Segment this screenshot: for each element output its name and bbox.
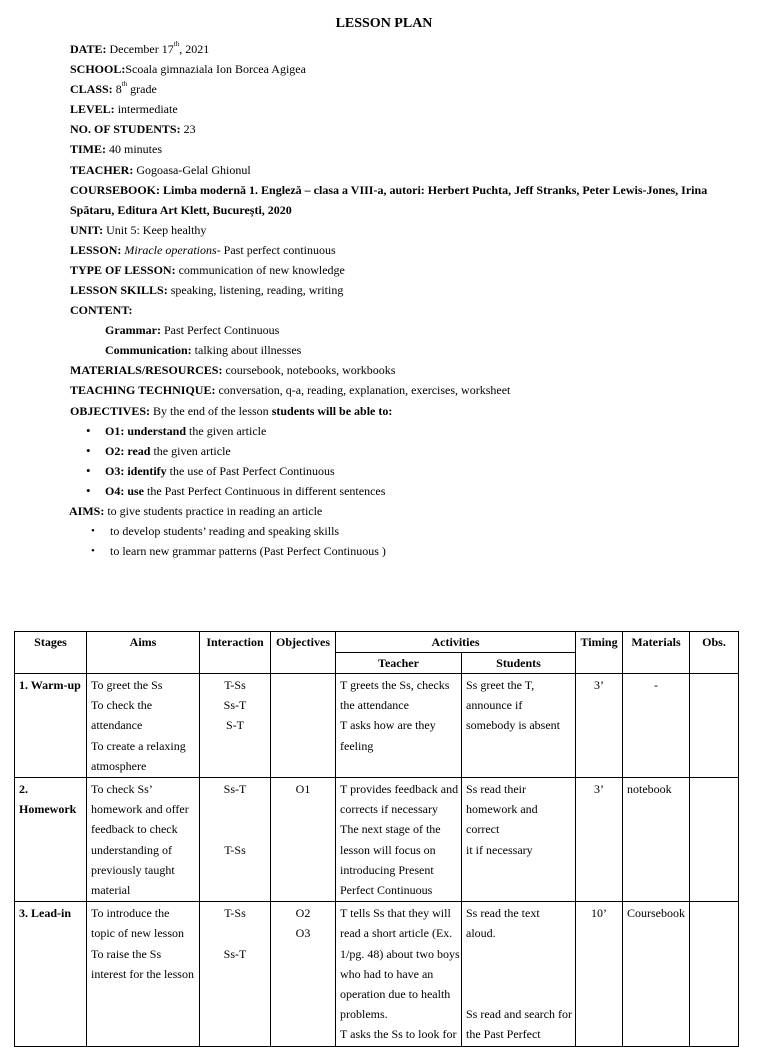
objectives-cell-line: O2 bbox=[295, 906, 311, 921]
objective-code: O1: understand bbox=[105, 423, 187, 438]
unit-label: UNIT: bbox=[70, 222, 104, 237]
level-line bbox=[70, 99, 730, 119]
header-aims: Aims bbox=[87, 632, 200, 674]
aims-cell-line: To greet the Ss bbox=[91, 678, 163, 692]
interaction-cell bbox=[200, 674, 271, 778]
stage-cell-line: Homework bbox=[19, 802, 77, 817]
aims-cell-line: feedback to check bbox=[91, 822, 178, 837]
aims-cell-line: interest for the lesson bbox=[91, 966, 194, 981]
aims-label: AIMS: bbox=[69, 503, 105, 518]
grammar-label: Grammar: bbox=[105, 323, 161, 338]
teacher-activity-cell-line: the attendance bbox=[340, 698, 409, 713]
date-value: December 17th, 2021 bbox=[109, 40, 210, 56]
level-value: intermediate bbox=[117, 102, 178, 117]
timing-cell bbox=[576, 674, 623, 778]
teacher-activity-cell-line: operation due to health bbox=[340, 987, 451, 1002]
objectives-intro-bold: students will be able to: bbox=[271, 403, 393, 418]
aims-cell-line: attendance bbox=[91, 718, 143, 733]
lesson-line bbox=[70, 240, 730, 260]
objective-text: the given article bbox=[189, 423, 267, 438]
teacher-activity-cell-line: corrects if necessary bbox=[340, 802, 438, 817]
teacher-activity-cell-line: who had to have an bbox=[340, 966, 434, 981]
teacher-activity-cell-line: The next stage of the bbox=[340, 822, 441, 837]
technique-value: conversation, q-a, reading, explanation, exercises, worksheet bbox=[218, 383, 511, 398]
objectives-cell-line: O1 bbox=[295, 782, 311, 797]
interaction-cell bbox=[200, 778, 271, 902]
teacher-activity-cell-line: T asks the Ss to look for bbox=[340, 1027, 457, 1042]
teacher-activity-cell-line: feeling bbox=[340, 738, 374, 753]
content-label: CONTENT: bbox=[70, 303, 133, 318]
teacher-activity-cell-line: T provides feedback and bbox=[340, 782, 459, 797]
aims-cell-line: To raise the Ss bbox=[91, 946, 162, 961]
students-activity-cell-line bbox=[466, 984, 571, 1004]
table-row bbox=[15, 674, 739, 778]
type-line bbox=[70, 260, 730, 280]
aims-cell-line: material bbox=[91, 883, 131, 898]
stage-cell bbox=[15, 902, 87, 1046]
unit-value: Unit 5: Keep healthy bbox=[106, 222, 207, 237]
header-activities: Activities bbox=[336, 632, 576, 653]
type-value: communication of new knowledge bbox=[178, 262, 345, 277]
students-activity-cell-line: correct bbox=[466, 822, 500, 837]
materials-cell-line: notebook bbox=[627, 782, 672, 797]
skills-label: LESSON SKILLS: bbox=[70, 282, 168, 297]
students-activity-cell-line: Ss read their bbox=[466, 782, 526, 797]
header-interaction: Interaction bbox=[200, 632, 271, 674]
teacher-activity-cell-line: introducing Present bbox=[340, 862, 434, 877]
teacher-label: TEACHER: bbox=[70, 162, 134, 177]
students-activity-cell-line: announce if bbox=[466, 698, 523, 713]
skills-line bbox=[70, 280, 730, 300]
aims-cell bbox=[87, 674, 200, 778]
materials-cell bbox=[623, 902, 690, 1046]
students-activity-cell-line: somebody is absent bbox=[466, 718, 560, 733]
stage-cell bbox=[15, 674, 87, 778]
objective-item bbox=[70, 441, 730, 461]
objectives-line bbox=[70, 401, 730, 421]
header-teacher: Teacher bbox=[336, 653, 462, 674]
lesson-plan-table bbox=[14, 631, 739, 1047]
interaction-cell-line: S-T bbox=[226, 718, 244, 733]
aims-cell-line: previously taught bbox=[91, 862, 175, 877]
stage-cell bbox=[15, 778, 87, 902]
timing-cell-line: 10’ bbox=[591, 906, 608, 921]
time-value: 40 minutes bbox=[109, 142, 162, 157]
skills-value: speaking, listening, reading, writing bbox=[170, 282, 344, 297]
aims-cell-line: atmosphere bbox=[91, 758, 147, 773]
objective-item bbox=[70, 461, 730, 481]
technique-label: TEACHING TECHNIQUE: bbox=[70, 383, 216, 398]
obs-cell-line bbox=[694, 779, 734, 799]
interaction-cell-line: Ss-T bbox=[223, 782, 247, 797]
table-header-row bbox=[15, 632, 739, 653]
obs-cell bbox=[690, 902, 739, 1046]
type-label: TYPE OF LESSON: bbox=[70, 262, 176, 277]
teacher-activity-cell-line: lesson will focus on bbox=[340, 842, 436, 857]
objectives-cell-line: O3 bbox=[295, 926, 311, 941]
obs-cell-line bbox=[694, 903, 734, 923]
materials-cell bbox=[623, 674, 690, 778]
aims-cell-line: understanding of bbox=[91, 842, 172, 857]
aims-cell-line: To check the bbox=[91, 698, 153, 713]
obs-cell bbox=[690, 778, 739, 902]
materials-line bbox=[70, 360, 730, 380]
objective-code: O2: read bbox=[105, 443, 151, 458]
teacher-activity-cell-line: 1/pg. 48) about two boys bbox=[340, 946, 460, 961]
aims-cell-line: homework and offer bbox=[91, 802, 189, 817]
time-line bbox=[70, 139, 730, 159]
lesson-label: LESSON: bbox=[70, 242, 122, 257]
interaction-cell-line: Ss-T bbox=[223, 946, 247, 961]
timing-cell bbox=[576, 778, 623, 902]
interaction-cell-line bbox=[204, 799, 266, 819]
students-line bbox=[70, 119, 730, 139]
aim-item: • to learn new grammar patterns (Past Perfect Continuous ) bbox=[70, 541, 730, 561]
objectives-cell bbox=[271, 778, 336, 902]
objective-code: O4: use bbox=[105, 483, 144, 498]
school-value: Scoala gimnaziala Ion Borcea Agigea bbox=[125, 62, 306, 77]
students-value: 23 bbox=[183, 122, 196, 137]
timing-cell-line: 3’ bbox=[594, 678, 605, 692]
objective-code: O3: identify bbox=[105, 463, 167, 478]
students-activity-cell bbox=[462, 778, 576, 902]
students-activity-cell-line: Ss read the text bbox=[466, 906, 540, 921]
header-students: Students bbox=[462, 653, 576, 674]
aims-value: to give students practice in reading an article bbox=[107, 503, 323, 518]
teacher-activity-cell-line: Perfect Continuous bbox=[340, 883, 433, 898]
teacher-activity-cell-line: read a short article (Ex. bbox=[340, 926, 453, 941]
table-row bbox=[15, 778, 739, 902]
aims-line bbox=[69, 501, 730, 521]
objectives-cell bbox=[271, 902, 336, 1046]
document-title: LESSON PLAN bbox=[335, 16, 433, 31]
coursebook-line: COURSEBOOK: Limba modernă 1. Engleză – clasa a VIII-a, autori: Herbert Puchta, Jeff Stranks, Peter Lewis-Jones, Irina Spătaru, Editura Art Klett, București, 2020 bbox=[70, 182, 708, 217]
interaction-cell bbox=[200, 902, 271, 1046]
technique-line bbox=[70, 380, 730, 400]
timing-cell-line: 3’ bbox=[594, 782, 605, 797]
interaction-cell-line: Ss-T bbox=[223, 698, 247, 713]
materials-cell-line: - bbox=[654, 678, 659, 692]
teacher-value: Gogoasa-Gelal Ghionul bbox=[136, 162, 251, 177]
interaction-cell-line bbox=[204, 923, 266, 943]
time-label: TIME: bbox=[70, 142, 106, 157]
students-activity-cell bbox=[462, 674, 576, 778]
header-obs: Obs. bbox=[690, 632, 739, 674]
timing-cell bbox=[576, 902, 623, 1046]
stage-cell-line: 1. Warm-up bbox=[19, 678, 81, 692]
materials-cell bbox=[623, 778, 690, 902]
school-label: SCHOOL: bbox=[70, 62, 126, 77]
communication-label: Communication: bbox=[105, 343, 192, 358]
header-timing: Timing bbox=[576, 632, 623, 674]
aims-cell-line: topic of new lesson bbox=[91, 926, 184, 941]
teacher-activity-cell-line: T asks how are they bbox=[340, 718, 436, 733]
class-label: CLASS: bbox=[70, 82, 113, 97]
class-line bbox=[70, 79, 730, 99]
header-materials: Materials bbox=[623, 632, 690, 674]
unit-line bbox=[70, 220, 730, 240]
students-activity-cell-line bbox=[466, 944, 571, 964]
lesson-info bbox=[70, 39, 730, 561]
interaction-cell-line: T-Ss bbox=[224, 906, 246, 921]
school-line bbox=[70, 59, 730, 79]
interaction-cell-line bbox=[204, 819, 266, 839]
communication-line bbox=[70, 340, 730, 360]
students-activity-cell-line: it if necessary bbox=[466, 842, 533, 857]
objective-item bbox=[70, 421, 730, 441]
header-objectives: Objectives bbox=[271, 632, 336, 674]
stage-cell-line: 3. Lead-in bbox=[19, 906, 72, 921]
obs-cell-line bbox=[694, 675, 734, 695]
level-label: LEVEL: bbox=[70, 102, 115, 117]
date-line bbox=[70, 39, 730, 59]
objectives-cell bbox=[271, 674, 336, 778]
objective-text: the given article bbox=[153, 443, 231, 458]
header-stages: Stages bbox=[15, 632, 87, 674]
lesson-title: Miracle operations bbox=[124, 242, 217, 257]
objective-item bbox=[70, 481, 730, 501]
teacher-activity-cell-line: T greets the Ss, checks bbox=[340, 678, 450, 692]
interaction-cell-line: T-Ss bbox=[224, 842, 246, 857]
grammar-line bbox=[70, 320, 730, 340]
aims-cell-line: To introduce the bbox=[91, 906, 170, 921]
aim-item: • to develop students’ reading and speaking skills bbox=[70, 521, 730, 541]
communication-value: talking about illnesses bbox=[194, 343, 302, 358]
aims-cell-line: To check Ss’ bbox=[91, 782, 153, 797]
table-row bbox=[15, 902, 739, 1046]
lesson-topic: - Past perfect continuous bbox=[216, 242, 336, 257]
students-activity-cell-line: Ss read and search for bbox=[466, 1007, 572, 1022]
teacher-line bbox=[70, 160, 730, 180]
objectives-intro: By the end of the lesson bbox=[153, 403, 269, 418]
class-value: 8th grade bbox=[115, 80, 157, 97]
objectives-label: OBJECTIVES: bbox=[70, 403, 151, 418]
aims-cell bbox=[87, 778, 200, 902]
materials-value: coursebook, notebooks, workbooks bbox=[225, 363, 396, 378]
materials-label: MATERIALS/RESOURCES: bbox=[70, 363, 223, 378]
aims-cell-line: To create a relaxing bbox=[91, 738, 186, 753]
students-activity-cell bbox=[462, 902, 576, 1046]
materials-cell-line: Coursebook bbox=[627, 906, 686, 921]
students-activity-cell-line: aloud. bbox=[466, 926, 496, 941]
students-activity-cell-line: the Past Perfect bbox=[466, 1027, 541, 1042]
teacher-activity-cell bbox=[336, 778, 462, 902]
objective-text: the use of Past Perfect Continuous bbox=[169, 463, 335, 478]
students-activity-cell-line bbox=[466, 964, 571, 984]
students-activity-cell-line: Ss greet the T, bbox=[466, 678, 535, 692]
teacher-activity-cell bbox=[336, 674, 462, 778]
students-label: NO. OF STUDENTS: bbox=[70, 122, 181, 137]
stage-cell-line: 2. bbox=[19, 782, 28, 797]
aims-cell bbox=[87, 902, 200, 1046]
interaction-cell-line: T-Ss bbox=[224, 678, 246, 692]
objective-text: the Past Perfect Continuous in different sentences bbox=[147, 483, 386, 498]
students-activity-cell-line: homework and bbox=[466, 802, 538, 817]
grammar-value: Past Perfect Continuous bbox=[163, 323, 280, 338]
obs-cell bbox=[690, 674, 739, 778]
date-label: DATE: bbox=[70, 42, 107, 56]
teacher-activity-cell-line: problems. bbox=[340, 1007, 388, 1022]
teacher-activity-cell-line: T tells Ss that they will bbox=[340, 906, 451, 921]
teacher-activity-cell bbox=[336, 902, 462, 1046]
